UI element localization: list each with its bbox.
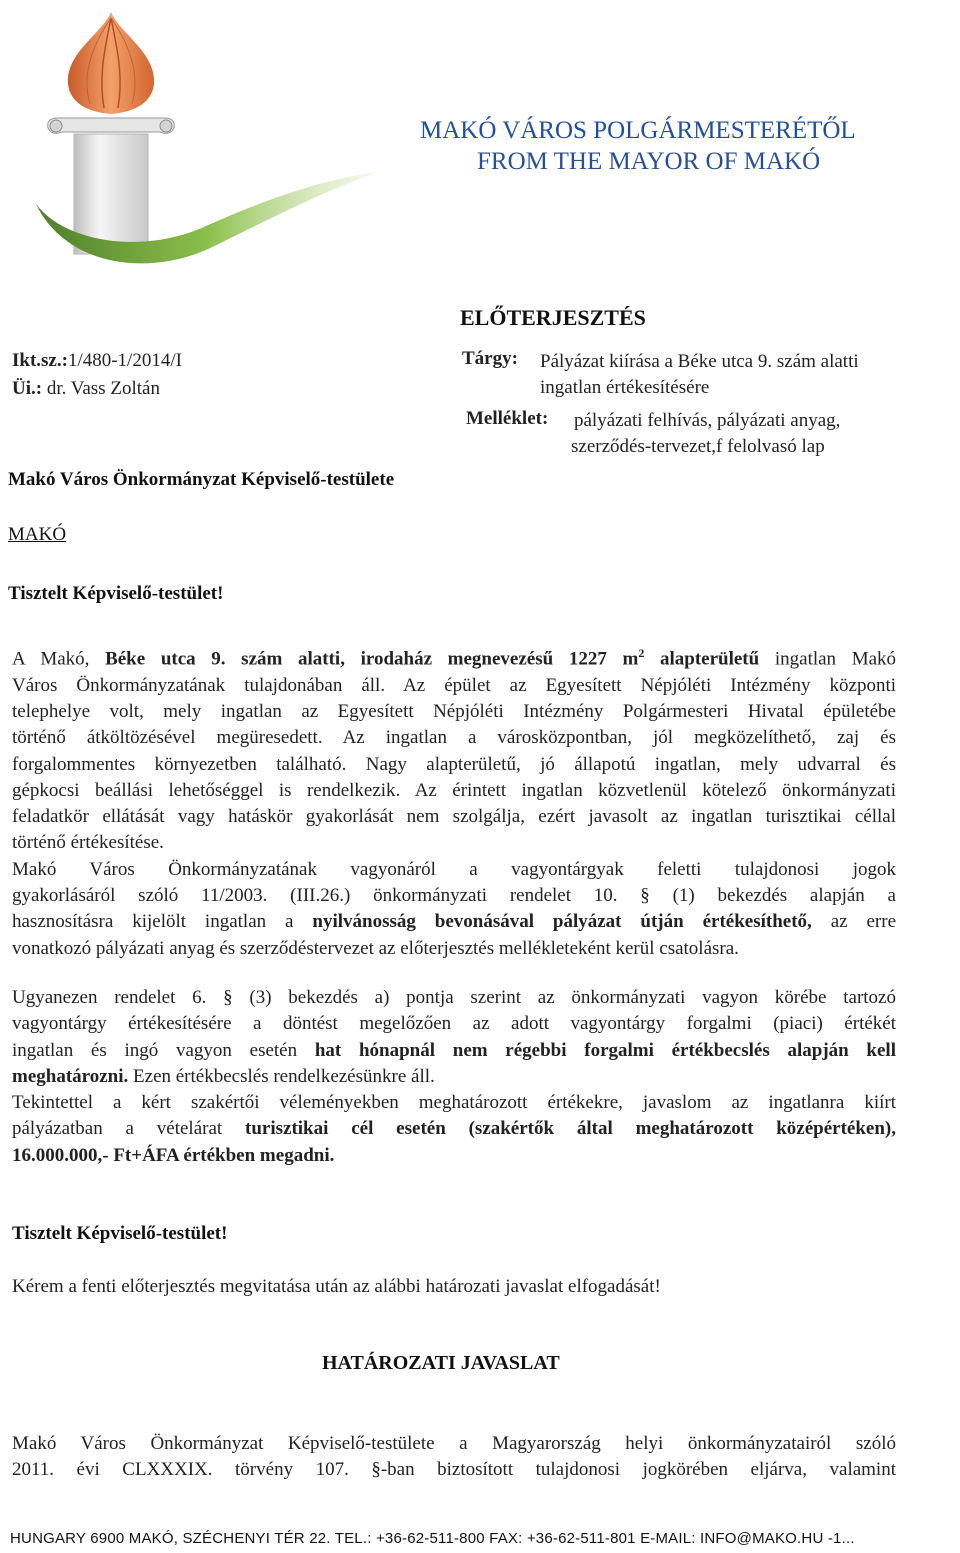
subject-label: Tárgy: — [462, 348, 518, 369]
case-officer-value: dr. Vass Zoltán — [46, 378, 160, 399]
letterhead-title-hu: MAKÓ VÁROS POLGÁRMESTERÉTŐL — [420, 117, 856, 144]
paragraph-line: gépkocsi beállási lehetőséggel is rendelkezik. Az érintett ingatlan közvetlenül kötelező önkormányzati — [12, 779, 896, 801]
paragraph-line: vagyontárgy értékesítésére a döntést megelőzően az adott vagyontárgy forgalmi (piaci) értékét — [12, 1013, 896, 1035]
document-type: ELŐTERJESZTÉS — [460, 305, 646, 330]
footer-contact: HUNGARY 6900 MAKÓ, SZÉCHENYI TÉR 22. TEL.: +36-62-511-800 FAX: +36-62-511-801 E-MAIL: INFO@MAKO.HU -1... — [10, 1530, 855, 1547]
paragraph-line: Makó Város Önkormányzatának vagyonáról a vagyontárgyak feletti tulajdonosi jogok — [12, 858, 896, 880]
subject-line-1: Pályázat kiírása a Béke utca 9. szám alatti — [540, 351, 859, 372]
paragraph-line: forgalommentes környezetben található. Nagy alapterületű, jó állapotú ingatlan, mely udvarral és — [12, 753, 896, 775]
paragraph-valuation — [12, 985, 896, 1169]
onion-flame-column-logo — [6, 4, 386, 274]
paragraph-line: telephelye volt, mely ingatlan az Egyesített Népjóléti Intézmény Polgármesteri Hivatal épületébe — [12, 700, 896, 722]
paragraph-line: történő értékesítése. — [12, 832, 164, 854]
paragraph-line: A Makó, Béke utca 9. szám alatti, irodaház megnevezésű 1227 $m^2$ alapterületű ingatlan Makó — [12, 646, 897, 670]
paragraph-line: pályázatban a vételárat turisztikai cél esetén (szakértők által meghatározott középértéken), — [12, 1118, 896, 1140]
paragraph-line: vonatkozó pályázati anyag és szerződéstervezet az előterjesztés mellékleteként kerül csatolásra. — [12, 937, 739, 959]
registry-number — [12, 350, 182, 372]
greeting-2: Tisztelt Képviselő-testület! — [12, 1223, 228, 1244]
paragraph-line: feladatkör ellátását vagy hatáskör gyakorlását nem szolgálja, ezért javasolt az ingatlan turisztikai céllal — [12, 806, 896, 828]
city: MAKÓ — [8, 524, 67, 545]
addressee: Makó Város Önkormányzat Képviselő-testülete — [8, 469, 395, 490]
registry-label: Ikt.sz.: — [12, 350, 68, 371]
paragraph-line: 2011. évi CLXXXIX. törvény 107. §-ban biztosított tulajdonosi jogkörében eljárva, valamint — [12, 1459, 896, 1481]
subject-line-2: ingatlan értékesítésére — [540, 377, 710, 398]
paragraph-line: Ugyanezen rendelet 6. § (3) bekezdés a) pontja szerint az önkormányzati vagyon körébe tartozó — [12, 987, 896, 1008]
paragraph-line: Tekintettel a kért szakértői véleményekben meghatározott értékekre, javaslom az ingatlanra kiírt — [12, 1092, 896, 1114]
greeting: Tisztelt Képviselő-testület! — [8, 583, 224, 604]
paragraph-property — [12, 640, 896, 962]
letterhead-title-en: FROM THE MAYOR OF MAKÓ — [477, 148, 821, 175]
paragraph-line: történő átköltözésével megüresedett. Az ingatlan a városközpontban, jól megközelíthető, zaj és — [12, 727, 896, 749]
paragraph-line: ingatlan és ingó vagyon esetén hat hónapnál nem régebbi forgalmi értékbecslés alapján kell — [12, 1039, 896, 1061]
proposal-title: HATÁROZATI JAVASLAT — [322, 1352, 560, 1374]
attachment-line-2: szerződés-tervezet,f felolvasó lap — [571, 436, 825, 457]
paragraph-line: Város Önkormányzatának tulajdonában áll. Az épület az Egyesített Népjóléti Intézmény központi — [12, 674, 896, 696]
request-text: Kérem a fenti előterjesztés megvitatása után az alábbi határozati javaslat elfogadását! — [12, 1276, 661, 1297]
paragraph-resolution — [12, 1431, 896, 1484]
paragraph-line: meghatározni. Ezen értékbecslés rendelkezésünkre áll. — [12, 1065, 435, 1087]
case-officer-label: Üi.: — [12, 378, 43, 399]
registry-value: 1/480-1/2014/I — [67, 350, 182, 371]
paragraph-line: hasznosításra kijelölt ingatlan a nyilvánosság bevonásával pályázat útján értékesíthető, az erre — [12, 911, 897, 933]
attachment-line-1: pályázati felhívás, pályázati anyag, — [574, 410, 841, 431]
paragraph-line: Makó Város Önkormányzat Képviselő-testülete a Magyarország helyi önkormányzatairól szóló — [12, 1433, 896, 1454]
case-officer — [12, 378, 160, 400]
paragraph-line: gyakorlásáról szóló 11/2003. (III.26.) önkormányzati rendelet 10. § (1) bekezdés alapján a — [12, 885, 896, 906]
paragraph-line: 16.000.000,- Ft+ÁFA értékben megadni. — [12, 1144, 335, 1166]
attachment-label: Melléklet: — [466, 408, 549, 429]
